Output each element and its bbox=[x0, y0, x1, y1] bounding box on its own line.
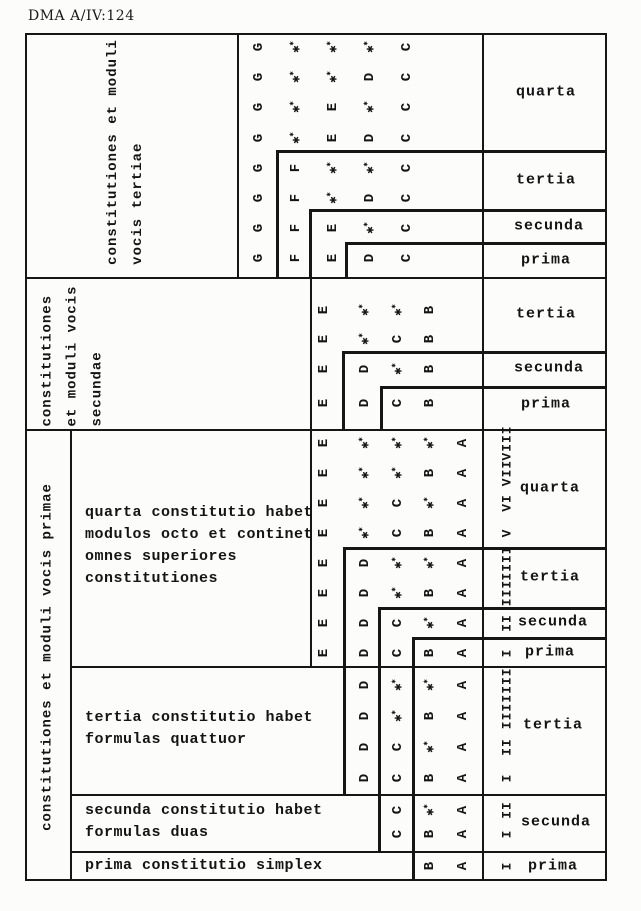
note-cell: G bbox=[251, 102, 267, 112]
step-line bbox=[309, 209, 312, 279]
roman-numeral: IIII bbox=[499, 545, 515, 581]
description-line: modulos octo et continet bbox=[85, 526, 314, 543]
star-icon-main: ✱ bbox=[423, 501, 438, 509]
description-secunda-constitutio bbox=[85, 800, 323, 844]
constitution-label: tertia bbox=[519, 568, 581, 586]
description-line: tertia constitutio habet bbox=[85, 709, 314, 726]
note-cell: F bbox=[288, 223, 304, 233]
note-cell: E bbox=[316, 468, 332, 478]
star-icon-main: ✱ bbox=[423, 561, 438, 569]
constitution-label: quarta bbox=[519, 479, 581, 497]
description-prima-constitutio bbox=[85, 855, 323, 877]
roman-numeral: VII bbox=[499, 459, 515, 487]
roman-numeral: II bbox=[499, 614, 515, 632]
star-icon bbox=[325, 192, 342, 203]
note-cell: D bbox=[357, 398, 373, 408]
side-label-vocis-primae bbox=[36, 483, 61, 831]
star-icon-sub: ✱ bbox=[390, 467, 399, 472]
note-cell: D bbox=[362, 193, 378, 203]
star-icon-sub: ✱ bbox=[422, 741, 431, 746]
note-cell: C bbox=[390, 829, 406, 839]
note-cell: A bbox=[455, 648, 471, 658]
roman-numeral: I bbox=[499, 861, 515, 871]
description-line: secunda constitutio habet bbox=[85, 802, 323, 819]
description-quarta-constitutio bbox=[85, 502, 313, 590]
star-icon-main: ✱ bbox=[289, 136, 304, 144]
constitution-label: prima bbox=[520, 395, 572, 413]
star-icon-sub: ✱ bbox=[362, 101, 371, 106]
star-icon-main: ✱ bbox=[363, 226, 378, 234]
note-cell: D bbox=[357, 618, 373, 628]
note-cell: E bbox=[316, 498, 332, 508]
star-icon-main: ✱ bbox=[423, 441, 438, 449]
star-icon bbox=[362, 41, 379, 52]
note-cell: D bbox=[362, 72, 378, 82]
note-cell: B bbox=[422, 648, 438, 658]
star-icon bbox=[325, 71, 342, 82]
star-icon-main: ✱ bbox=[326, 75, 341, 83]
star-icon-sub: ✱ bbox=[422, 617, 431, 622]
roman-numeral: I bbox=[499, 829, 515, 839]
star-icon-main: ✱ bbox=[391, 471, 406, 479]
roman-numeral: VIII bbox=[499, 425, 515, 461]
note-cell: E bbox=[325, 133, 341, 143]
note-cell: B bbox=[422, 468, 438, 478]
note-cell: B bbox=[422, 861, 438, 871]
constitution-label: tertia bbox=[515, 305, 577, 323]
star-icon-main: ✱ bbox=[391, 441, 406, 449]
roman-numeral: II bbox=[499, 738, 515, 756]
step-line bbox=[412, 637, 415, 881]
note-cell: D bbox=[357, 558, 373, 568]
star-icon-main: ✱ bbox=[391, 683, 406, 691]
roman-numeral: III bbox=[499, 702, 515, 730]
star-icon-main: ✱ bbox=[391, 367, 406, 375]
constitution-label: tertia bbox=[515, 171, 577, 189]
star-icon-main: ✱ bbox=[358, 337, 373, 345]
note-cell: A bbox=[455, 468, 471, 478]
star-icon bbox=[390, 363, 407, 374]
note-cell: C bbox=[399, 223, 415, 233]
star-icon bbox=[325, 41, 342, 52]
note-cell: D bbox=[357, 680, 373, 690]
note-cell: C bbox=[390, 398, 406, 408]
note-cell: F bbox=[288, 253, 304, 263]
star-icon-main: ✱ bbox=[363, 45, 378, 53]
note-cell: B bbox=[422, 773, 438, 783]
divider-line bbox=[25, 277, 607, 279]
note-cell: G bbox=[251, 42, 267, 52]
star-icon-main: ✱ bbox=[289, 75, 304, 83]
star-icon bbox=[390, 710, 407, 721]
constitution-label: tertia bbox=[522, 716, 584, 734]
note-cell: A bbox=[455, 588, 471, 598]
star-icon-sub: ✱ bbox=[390, 710, 399, 715]
star-icon-sub: ✱ bbox=[422, 557, 431, 562]
note-cell: A bbox=[455, 805, 471, 815]
side-label-line: secundae bbox=[89, 351, 106, 427]
note-cell: C bbox=[390, 805, 406, 815]
star-icon bbox=[288, 132, 305, 143]
note-cell: C bbox=[399, 193, 415, 203]
star-icon bbox=[390, 557, 407, 568]
note-cell: G bbox=[251, 193, 267, 203]
side-label-line: et moduli vocis bbox=[64, 285, 81, 427]
star-icon-sub: ✱ bbox=[288, 101, 297, 106]
star-icon-main: ✱ bbox=[423, 745, 438, 753]
star-icon-main: ✱ bbox=[391, 714, 406, 722]
note-cell: G bbox=[251, 133, 267, 143]
note-cell: E bbox=[316, 438, 332, 448]
star-icon-main: ✱ bbox=[391, 591, 406, 599]
star-icon bbox=[357, 304, 374, 315]
star-icon-sub: ✱ bbox=[422, 679, 431, 684]
divider-line bbox=[482, 33, 484, 881]
note-cell: F bbox=[288, 163, 304, 173]
roman-numeral: III bbox=[499, 579, 515, 607]
star-icon-sub: ✱ bbox=[357, 467, 366, 472]
star-icon-sub: ✱ bbox=[422, 497, 431, 502]
note-cell: D bbox=[362, 133, 378, 143]
star-icon-main: ✱ bbox=[326, 45, 341, 53]
step-line bbox=[345, 242, 607, 245]
star-icon-sub: ✱ bbox=[325, 162, 334, 167]
note-cell: C bbox=[399, 42, 415, 52]
star-icon-sub: ✱ bbox=[390, 363, 399, 368]
divider-line bbox=[70, 429, 72, 881]
divider-line bbox=[70, 666, 607, 668]
note-cell: E bbox=[316, 305, 332, 315]
star-icon bbox=[390, 437, 407, 448]
roman-numeral: I bbox=[499, 773, 515, 783]
star-icon-sub: ✱ bbox=[357, 497, 366, 502]
divider-line bbox=[70, 851, 607, 853]
star-icon bbox=[390, 587, 407, 598]
star-icon-sub: ✱ bbox=[357, 304, 366, 309]
constitution-label: secunda bbox=[517, 613, 589, 631]
star-icon bbox=[422, 437, 439, 448]
roman-numeral: IIII bbox=[499, 667, 515, 703]
description-line: prima constitutio simplex bbox=[85, 857, 323, 874]
note-cell: E bbox=[316, 398, 332, 408]
star-icon-sub: ✱ bbox=[362, 41, 371, 46]
star-icon bbox=[422, 679, 439, 690]
star-icon bbox=[288, 71, 305, 82]
note-cell: C bbox=[399, 163, 415, 173]
step-line bbox=[309, 209, 607, 212]
note-cell: D bbox=[357, 711, 373, 721]
star-icon-sub: ✱ bbox=[325, 41, 334, 46]
divider-line bbox=[25, 429, 607, 431]
constitution-label: quarta bbox=[515, 83, 577, 101]
star-icon bbox=[390, 467, 407, 478]
note-cell: B bbox=[422, 334, 438, 344]
note-cell: A bbox=[455, 618, 471, 628]
step-line bbox=[380, 386, 383, 431]
note-cell: B bbox=[422, 711, 438, 721]
note-cell: B bbox=[422, 829, 438, 839]
note-cell: C bbox=[390, 742, 406, 752]
star-icon bbox=[422, 804, 439, 815]
roman-numeral: I bbox=[499, 648, 515, 658]
star-icon bbox=[390, 679, 407, 690]
star-icon-main: ✱ bbox=[358, 501, 373, 509]
roman-numeral: V bbox=[499, 528, 515, 538]
note-cell: A bbox=[455, 861, 471, 871]
note-cell: G bbox=[251, 253, 267, 263]
step-line bbox=[412, 637, 607, 640]
note-cell: F bbox=[288, 193, 304, 203]
divider-line bbox=[70, 794, 607, 796]
step-line bbox=[276, 150, 607, 153]
note-cell: C bbox=[399, 133, 415, 143]
star-icon-main: ✱ bbox=[289, 105, 304, 113]
star-icon-sub: ✱ bbox=[362, 162, 371, 167]
side-label-line: constitutiones et moduli bbox=[105, 39, 121, 265]
note-cell: E bbox=[316, 528, 332, 538]
note-cell: E bbox=[316, 364, 332, 374]
note-cell: A bbox=[455, 829, 471, 839]
note-cell: A bbox=[455, 438, 471, 448]
note-cell: A bbox=[455, 680, 471, 690]
star-icon-sub: ✱ bbox=[357, 437, 366, 442]
note-cell: C bbox=[399, 253, 415, 263]
note-cell: E bbox=[316, 648, 332, 658]
star-icon-main: ✱ bbox=[326, 166, 341, 174]
star-icon bbox=[422, 741, 439, 752]
note-cell: E bbox=[316, 558, 332, 568]
note-cell: A bbox=[455, 711, 471, 721]
star-icon bbox=[288, 41, 305, 52]
side-label-vocis-secundae bbox=[36, 285, 111, 426]
star-icon-sub: ✱ bbox=[325, 71, 334, 76]
note-cell: A bbox=[455, 528, 471, 538]
star-icon-main: ✱ bbox=[289, 45, 304, 53]
note-cell: G bbox=[251, 163, 267, 173]
step-line bbox=[345, 242, 348, 279]
star-icon-main: ✱ bbox=[423, 808, 438, 816]
star-icon bbox=[288, 101, 305, 112]
constitution-label: prima bbox=[524, 643, 576, 661]
note-cell: B bbox=[422, 528, 438, 538]
note-cell: C bbox=[390, 773, 406, 783]
step-line bbox=[276, 150, 279, 279]
description-line: formulas quattuor bbox=[85, 731, 247, 748]
note-cell: E bbox=[316, 588, 332, 598]
star-icon-main: ✱ bbox=[391, 308, 406, 316]
note-cell: C bbox=[390, 648, 406, 658]
note-cell: E bbox=[325, 223, 341, 233]
star-icon-main: ✱ bbox=[358, 531, 373, 539]
side-label-line: vocis tertiae bbox=[130, 142, 146, 265]
description-line: formulas duas bbox=[85, 824, 209, 841]
star-icon-sub: ✱ bbox=[357, 527, 366, 532]
star-icon-main: ✱ bbox=[423, 683, 438, 691]
step-line bbox=[378, 607, 607, 610]
star-icon bbox=[362, 162, 379, 173]
star-icon-main: ✱ bbox=[363, 166, 378, 174]
star-icon-sub: ✱ bbox=[422, 804, 431, 809]
note-cell: D bbox=[357, 364, 373, 374]
step-line bbox=[380, 386, 607, 389]
star-icon-main: ✱ bbox=[358, 471, 373, 479]
note-cell: E bbox=[316, 334, 332, 344]
star-icon bbox=[357, 527, 374, 538]
note-cell: A bbox=[455, 498, 471, 508]
side-label-vocis-tertiae bbox=[101, 39, 151, 265]
star-icon bbox=[362, 101, 379, 112]
note-cell: D bbox=[357, 742, 373, 752]
side-label-line: constitutiones et moduli vocis primae bbox=[39, 483, 56, 831]
note-cell: D bbox=[357, 588, 373, 598]
note-cell: G bbox=[251, 223, 267, 233]
note-cell: E bbox=[316, 618, 332, 628]
step-line bbox=[342, 351, 607, 354]
star-icon-main: ✱ bbox=[423, 621, 438, 629]
note-cell: D bbox=[362, 253, 378, 263]
note-cell: C bbox=[399, 102, 415, 112]
constitution-label: secunda bbox=[520, 813, 592, 831]
star-icon bbox=[362, 222, 379, 233]
star-icon bbox=[357, 467, 374, 478]
star-icon-sub: ✱ bbox=[288, 41, 297, 46]
star-icon bbox=[390, 304, 407, 315]
description-line: omnes superiores bbox=[85, 548, 238, 565]
note-cell: C bbox=[390, 618, 406, 628]
catalog-reference: DMA A/IV:124 bbox=[28, 8, 135, 24]
star-icon-sub: ✱ bbox=[390, 679, 399, 684]
note-cell: C bbox=[390, 528, 406, 538]
divider-line bbox=[237, 33, 239, 279]
star-icon-sub: ✱ bbox=[288, 71, 297, 76]
star-icon-main: ✱ bbox=[363, 105, 378, 113]
star-icon bbox=[325, 162, 342, 173]
star-icon-sub: ✱ bbox=[362, 222, 371, 227]
note-cell: E bbox=[325, 102, 341, 112]
star-icon bbox=[357, 333, 374, 344]
note-cell: A bbox=[455, 742, 471, 752]
note-cell: D bbox=[357, 773, 373, 783]
constitution-label: secunda bbox=[513, 359, 585, 377]
note-cell: B bbox=[422, 588, 438, 598]
side-label-line: constitutiones bbox=[39, 294, 56, 427]
divider-line bbox=[310, 277, 312, 668]
description-line: constitutiones bbox=[85, 570, 219, 587]
step-line bbox=[342, 351, 345, 431]
constitution-label: prima bbox=[527, 857, 579, 875]
note-cell: C bbox=[390, 334, 406, 344]
note-cell: A bbox=[455, 773, 471, 783]
roman-numeral: VI bbox=[499, 494, 515, 512]
constitution-label: secunda bbox=[513, 217, 585, 235]
star-icon-sub: ✱ bbox=[357, 333, 366, 338]
note-cell: G bbox=[251, 72, 267, 82]
note-cell: A bbox=[455, 558, 471, 568]
note-cell: B bbox=[422, 364, 438, 374]
star-icon-sub: ✱ bbox=[325, 192, 334, 197]
star-icon-main: ✱ bbox=[326, 196, 341, 204]
step-line bbox=[343, 547, 346, 796]
note-cell: C bbox=[399, 72, 415, 82]
note-cell: B bbox=[422, 305, 438, 315]
roman-numeral: II bbox=[499, 801, 515, 819]
star-icon-main: ✱ bbox=[358, 308, 373, 316]
star-icon bbox=[357, 437, 374, 448]
description-tertia-constitutio bbox=[85, 707, 313, 751]
star-icon-sub: ✱ bbox=[390, 557, 399, 562]
star-icon-sub: ✱ bbox=[390, 437, 399, 442]
note-cell: E bbox=[325, 253, 341, 263]
star-icon-sub: ✱ bbox=[288, 132, 297, 137]
step-line bbox=[378, 607, 381, 853]
note-cell: D bbox=[357, 648, 373, 658]
star-icon-sub: ✱ bbox=[390, 587, 399, 592]
note-cell: C bbox=[390, 498, 406, 508]
description-line: quarta constitutio habet bbox=[85, 504, 314, 521]
star-icon-sub: ✱ bbox=[390, 304, 399, 309]
step-line bbox=[343, 547, 607, 550]
star-icon bbox=[422, 557, 439, 568]
star-icon bbox=[422, 617, 439, 628]
star-icon-sub: ✱ bbox=[422, 437, 431, 442]
note-cell: B bbox=[422, 398, 438, 408]
constitution-label: prima bbox=[520, 251, 572, 269]
star-icon bbox=[422, 497, 439, 508]
star-icon bbox=[357, 497, 374, 508]
star-icon-main: ✱ bbox=[358, 441, 373, 449]
star-icon-main: ✱ bbox=[391, 561, 406, 569]
